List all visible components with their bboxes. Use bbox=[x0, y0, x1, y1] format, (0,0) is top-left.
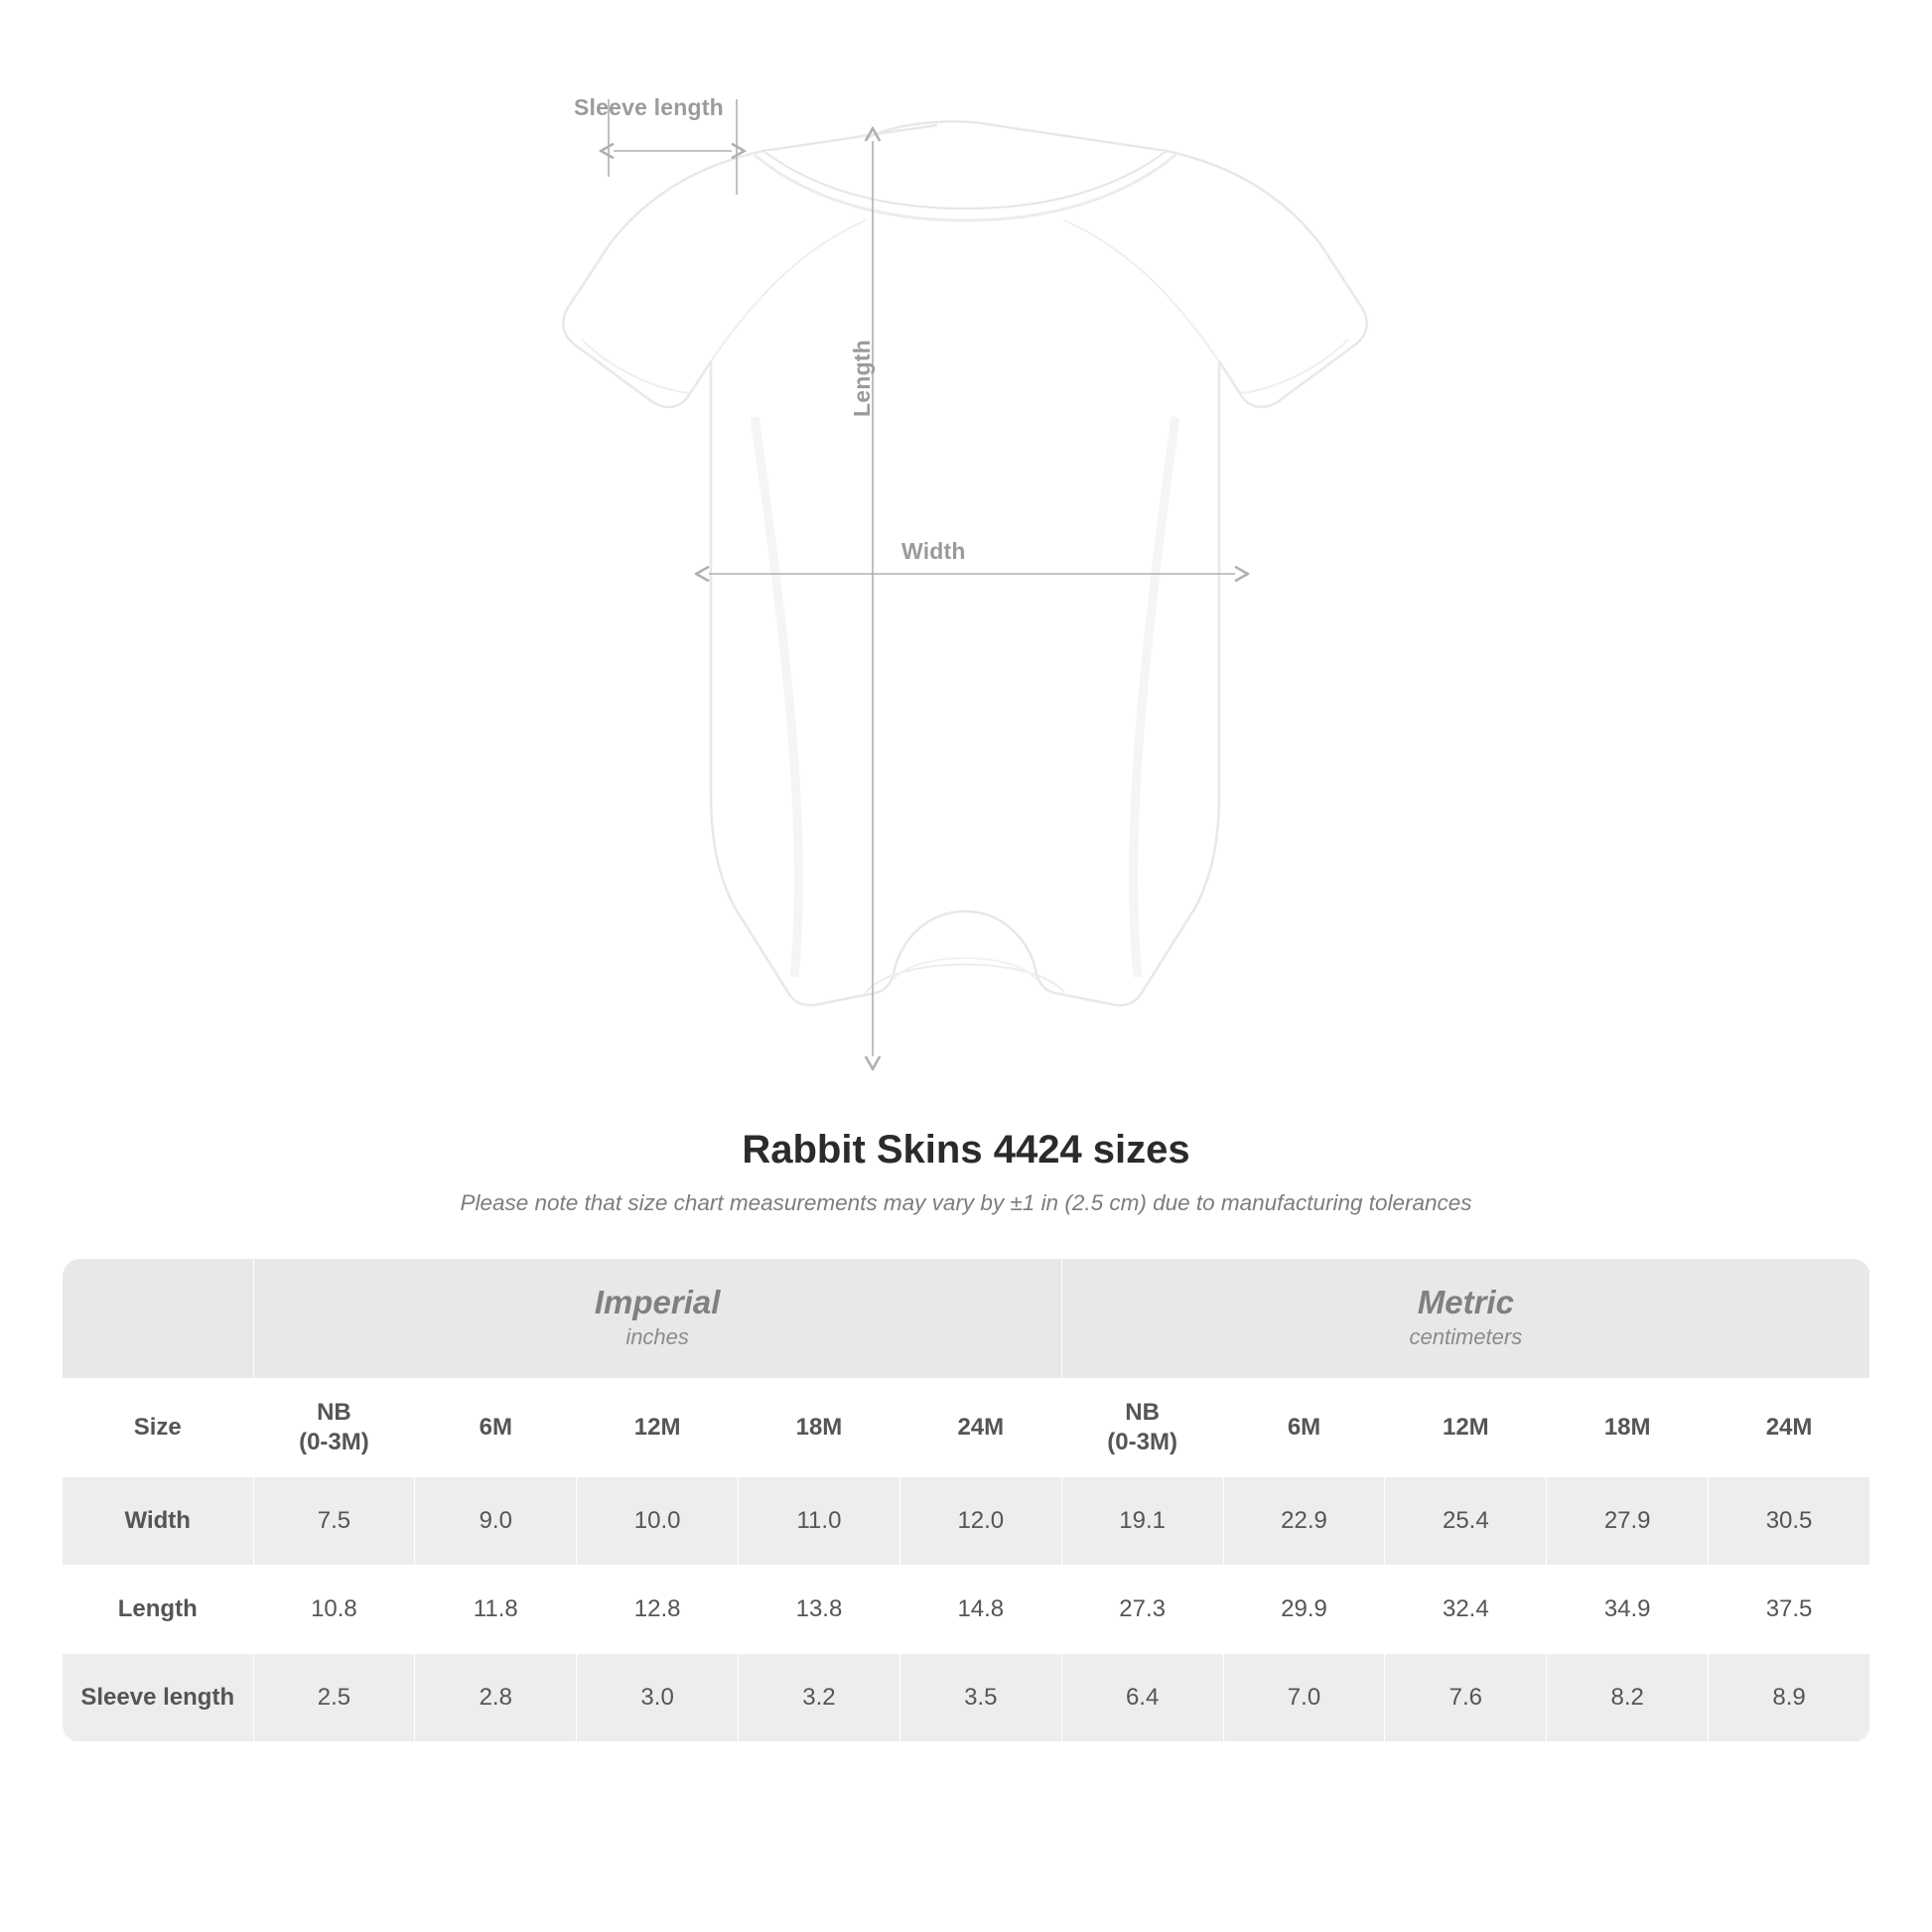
cell-length-imperial-24m: 14.8 bbox=[899, 1566, 1061, 1654]
cell-length-imperial-6m: 11.8 bbox=[415, 1566, 577, 1654]
cell-width-metric-nb: 19.1 bbox=[1061, 1477, 1223, 1566]
cell-sleeve-imperial-18m: 3.2 bbox=[739, 1654, 900, 1742]
column-header-imperial-24m: 24M bbox=[899, 1379, 1061, 1477]
column-header-imperial-6m: 6M bbox=[415, 1379, 577, 1477]
row-label-width: Width bbox=[63, 1477, 254, 1566]
cell-length-metric-18m: 34.9 bbox=[1547, 1566, 1709, 1654]
unit-group-metric-name: Metric bbox=[1417, 1283, 1514, 1320]
cell-sleeve-metric-6m: 7.0 bbox=[1223, 1654, 1385, 1742]
column-header-line1: NB bbox=[317, 1399, 351, 1426]
cell-width-metric-12m: 25.4 bbox=[1385, 1477, 1547, 1566]
unit-group-imperial-sub: inches bbox=[625, 1324, 689, 1350]
cell-sleeve-imperial-6m: 2.8 bbox=[415, 1654, 577, 1742]
unit-header-row bbox=[63, 1259, 1870, 1379]
cell-sleeve-imperial-12m: 3.0 bbox=[577, 1654, 739, 1742]
length-label: Length bbox=[849, 340, 875, 417]
title-block bbox=[0, 1128, 1932, 1216]
cell-sleeve-imperial-nb: 2.5 bbox=[253, 1654, 415, 1742]
cell-width-metric-24m: 30.5 bbox=[1709, 1477, 1870, 1566]
cell-length-metric-12m: 32.4 bbox=[1385, 1566, 1547, 1654]
cell-width-imperial-24m: 12.0 bbox=[899, 1477, 1061, 1566]
unit-group-metric bbox=[1061, 1259, 1869, 1379]
cell-sleeve-metric-24m: 8.9 bbox=[1709, 1654, 1870, 1742]
cell-sleeve-imperial-24m: 3.5 bbox=[899, 1654, 1061, 1742]
cell-width-imperial-nb: 7.5 bbox=[253, 1477, 415, 1566]
column-header-imperial-12m: 12M bbox=[577, 1379, 739, 1477]
column-header-line2: (0-3M) bbox=[299, 1429, 369, 1455]
cell-length-metric-6m: 29.9 bbox=[1223, 1566, 1385, 1654]
table-row bbox=[63, 1477, 1870, 1566]
cell-length-metric-24m: 37.5 bbox=[1709, 1566, 1870, 1654]
row-label-length: Length bbox=[63, 1566, 254, 1654]
column-header-metric-6m: 6M bbox=[1223, 1379, 1385, 1477]
size-header-cell: Size bbox=[63, 1379, 254, 1477]
cell-length-imperial-18m: 13.8 bbox=[739, 1566, 900, 1654]
cell-width-imperial-12m: 10.0 bbox=[577, 1477, 739, 1566]
column-header-row bbox=[63, 1379, 1870, 1477]
column-header-metric-nb bbox=[1061, 1379, 1223, 1477]
unit-header-spacer bbox=[63, 1259, 254, 1379]
column-header-metric-24m: 24M bbox=[1709, 1379, 1870, 1477]
column-header-imperial-18m: 18M bbox=[739, 1379, 900, 1477]
page-title: Rabbit Skins 4424 sizes bbox=[742, 1128, 1190, 1172]
unit-group-metric-sub: centimeters bbox=[1409, 1324, 1523, 1350]
unit-group-imperial bbox=[253, 1259, 1061, 1379]
cell-length-imperial-12m: 12.8 bbox=[577, 1566, 739, 1654]
cell-length-imperial-nb: 10.8 bbox=[253, 1566, 415, 1654]
row-label-sleeve-length: Sleeve length bbox=[63, 1654, 254, 1742]
size-table bbox=[62, 1258, 1870, 1742]
size-table-wrapper bbox=[62, 1258, 1870, 1742]
cell-sleeve-metric-nb: 6.4 bbox=[1061, 1654, 1223, 1742]
column-header-line1: NB bbox=[1125, 1399, 1160, 1426]
cell-length-metric-nb: 27.3 bbox=[1061, 1566, 1223, 1654]
cell-sleeve-metric-18m: 8.2 bbox=[1547, 1654, 1709, 1742]
unit-group-imperial-name: Imperial bbox=[594, 1283, 721, 1320]
tolerance-note: Please note that size chart measurements may vary by ±1 in (2.5 cm) due to manufacturing tolerances bbox=[460, 1190, 1472, 1215]
cell-sleeve-metric-12m: 7.6 bbox=[1385, 1654, 1547, 1742]
sleeve-length-label: Sleeve length bbox=[574, 94, 724, 120]
column-header-metric-18m: 18M bbox=[1547, 1379, 1709, 1477]
cell-width-imperial-6m: 9.0 bbox=[415, 1477, 577, 1566]
table-row bbox=[63, 1654, 1870, 1742]
cell-width-metric-18m: 27.9 bbox=[1547, 1477, 1709, 1566]
cell-width-metric-6m: 22.9 bbox=[1223, 1477, 1385, 1566]
width-label: Width bbox=[901, 538, 966, 564]
column-header-metric-12m: 12M bbox=[1385, 1379, 1547, 1477]
cell-width-imperial-18m: 11.0 bbox=[739, 1477, 900, 1566]
column-header-line2: (0-3M) bbox=[1107, 1429, 1177, 1455]
column-header-imperial-nb bbox=[253, 1379, 415, 1477]
table-row bbox=[63, 1566, 1870, 1654]
